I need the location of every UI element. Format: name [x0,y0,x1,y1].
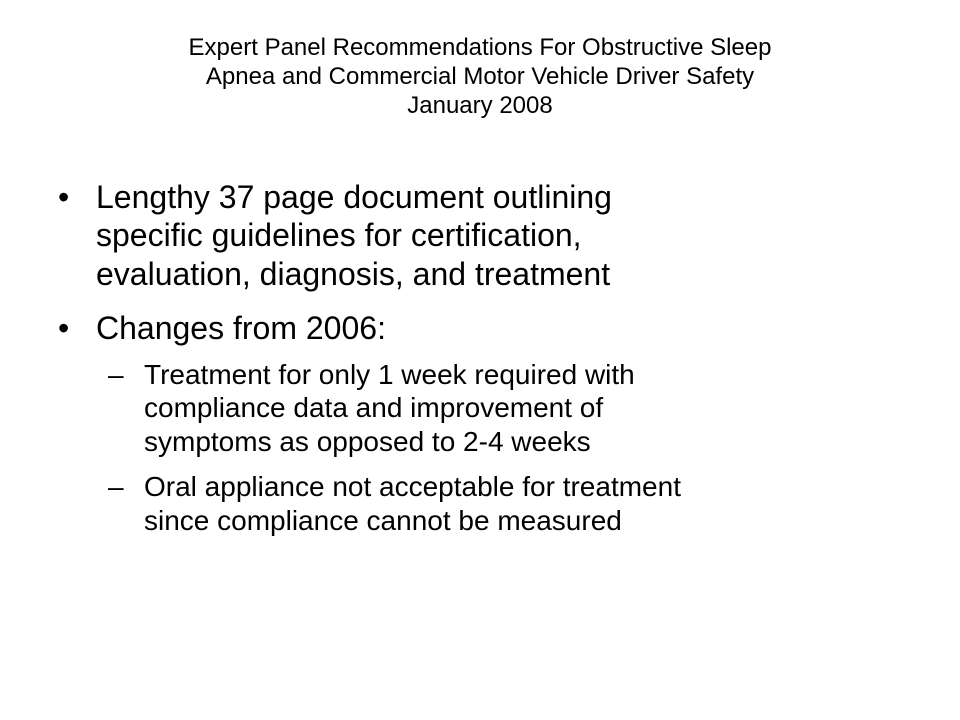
sub-bullet-item [58,470,928,537]
bullet-marker: • [58,179,70,215]
title-line: Apnea and Commercial Motor Vehicle Driver Safety [205,62,755,90]
bullet-text [96,309,928,347]
sub-bullet-line: Oral appliance not acceptable for treatment [144,471,681,503]
bullet-list [58,178,928,550]
bullet-marker: • [58,310,70,347]
sub-bullet-line: symptoms as opposed to 2-4 weeks [144,425,591,457]
sub-bullet-marker: – [108,358,124,390]
slide-title [60,34,900,120]
bullet-line: specific guidelines for certification, [96,217,582,254]
bullet-item [58,309,928,347]
sub-bullet-marker: – [108,471,124,503]
sub-bullet-line: Treatment for only 1 week required with [144,358,635,390]
bullet-line: Changes from 2006: [96,310,386,347]
bullet-line: evaluation, diagnosis, and treatment [96,255,611,292]
title-line: Expert Panel Recommendations For Obstructive Sleep [188,34,772,61]
bullet-text [96,178,928,293]
sub-bullet-item [58,358,928,459]
sub-bullet-line: since compliance cannot be measured [144,504,622,536]
sub-bullet-text [144,470,928,537]
sub-bullet-text [144,358,928,459]
bullet-item [58,178,928,293]
title-line: January 2008 [407,91,553,119]
sub-bullet-line: compliance data and improvement of [144,392,604,424]
bullet-line: Lengthy 37 page document outlining [96,179,612,215]
